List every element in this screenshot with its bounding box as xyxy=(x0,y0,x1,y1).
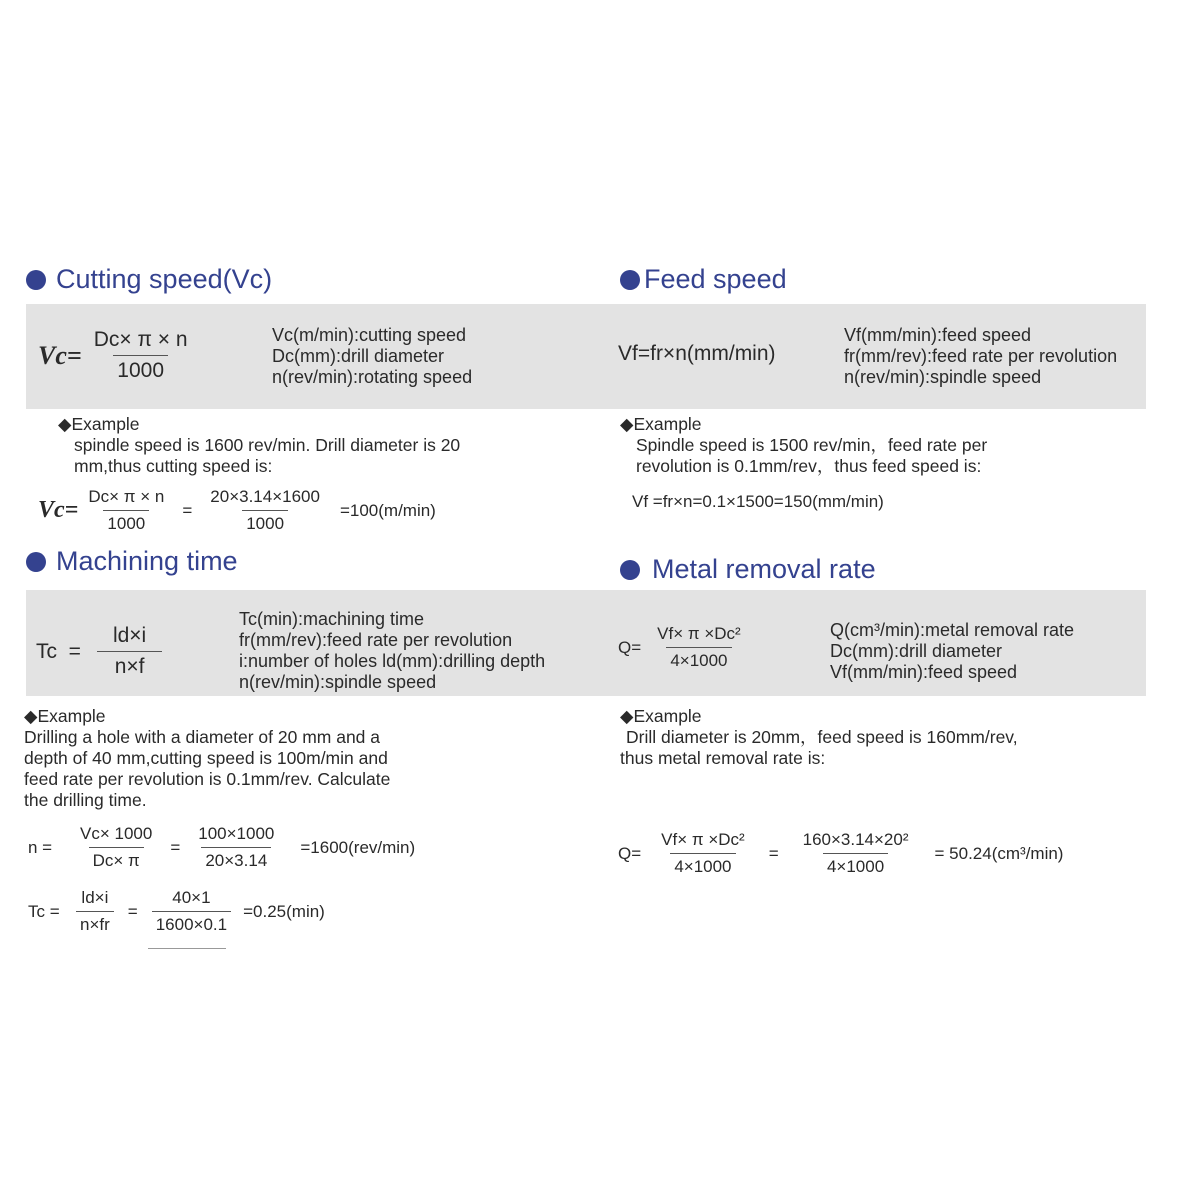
feed-speed-heading xyxy=(620,264,787,295)
example-label: ◆Example xyxy=(620,706,702,726)
example-label: ◆Example xyxy=(24,706,106,726)
metal-removal-description: Q(cm³/min):metal removal rate Dc(mm):drill diameter Vf(mm/min):feed speed xyxy=(830,620,1075,682)
machining-calculation-tc: Tc = $\frac{ld\times i}{n\times fr}$ = $\frac{40\times 1}{1600\times 0.1}$ =0.25(min) xyxy=(28,888,325,934)
cutting-calculation: Vc= $\frac{Dc\times \pi \times n}{1000}$ = $\frac{20\times 3.14\times 1600}{1000}$ =100(m/min) xyxy=(38,487,436,533)
feed-example: ◆Example Spindle speed is 1500 rev/min，feed rate per revolution is 0.1mm/rev，thus feed speed is: xyxy=(620,414,988,476)
feed-calculation: Vf =fr×n=0.1×1500=150(mm/min) xyxy=(632,492,884,511)
formula-lhs: Vc= xyxy=(38,340,82,370)
cutting-speed-formula xyxy=(38,328,192,383)
formula-fraction: $\frac{Dc\times \pi \times n}{1000}$ xyxy=(93,328,188,382)
machining-example: ◆Example Drilling a hole with a diameter of 20 mm and a depth of 40 mm,cutting speed is 100m/min and feed rate per revolution is 0.1mm/rev. Calculate the drilling time. xyxy=(24,706,391,810)
bullet-dot-icon xyxy=(26,552,46,572)
example-label: ◆Example xyxy=(620,414,702,434)
bullet-dot-icon xyxy=(26,270,46,290)
metal-removal-formula: Q= $\frac{\text{Vf× π ×Dc²}}{4\times 1000}$ xyxy=(618,624,741,670)
example-label: ◆Example xyxy=(58,414,140,434)
feed-speed-formula: Vf=fr×n(mm/min) xyxy=(618,342,776,365)
metal-removal-heading xyxy=(620,554,876,585)
metal-removal-example: ◆Example Drill diameter is 20mm，feed speed is 160mm/rev, thus metal removal rate is: xyxy=(620,706,1018,768)
bullet-dot-icon xyxy=(620,270,640,290)
cutting-speed-heading xyxy=(26,264,272,295)
metal-removal-calculation: Q= $\frac{\text{Vf× π ×Dc²}}{4\times 1000}$ = $\frac{\text{160×3.14×20²}}{4\times 1000}$ = 50.24(cm³/min) xyxy=(618,830,1064,876)
cutting-example: ◆Example spindle speed is 1600 rev/min. Drill diameter is 20 mm,thus cutting speed is: xyxy=(58,414,461,476)
feed-speed-title: Feed speed xyxy=(644,264,787,294)
machining-time-formula: Tc = $\frac{ld\times i}{n\times f}$ xyxy=(36,624,164,679)
bullet-dot-icon xyxy=(620,560,640,580)
divider-line xyxy=(148,948,226,949)
machining-time-description: Tc(min):machining time fr(mm/rev):feed rate per revolution i:number of holes ld(mm):drilling depth n(rev/min):spindle speed xyxy=(239,609,546,692)
cutting-speed-description: Vc(m/min):cutting speed Dc(mm):drill diameter n(rev/min):rotating speed xyxy=(272,325,473,387)
cutting-speed-title: Cutting speed(Vc) xyxy=(56,264,273,294)
machining-time-title: Machining time xyxy=(56,546,238,576)
feed-speed-description: Vf(mm/min):feed speed fr(mm/rev):feed rate per revolution n(rev/min):spindle speed xyxy=(844,325,1118,387)
machining-calculation-n: n = $\frac{Vc\times 1000}{Dc\times \pi}$ = $\frac{100\times 1000}{20\times 3.14}$ =1600(rev/min) xyxy=(28,824,416,870)
metal-removal-title: Metal removal rate xyxy=(652,554,876,584)
machining-time-heading xyxy=(26,546,238,577)
